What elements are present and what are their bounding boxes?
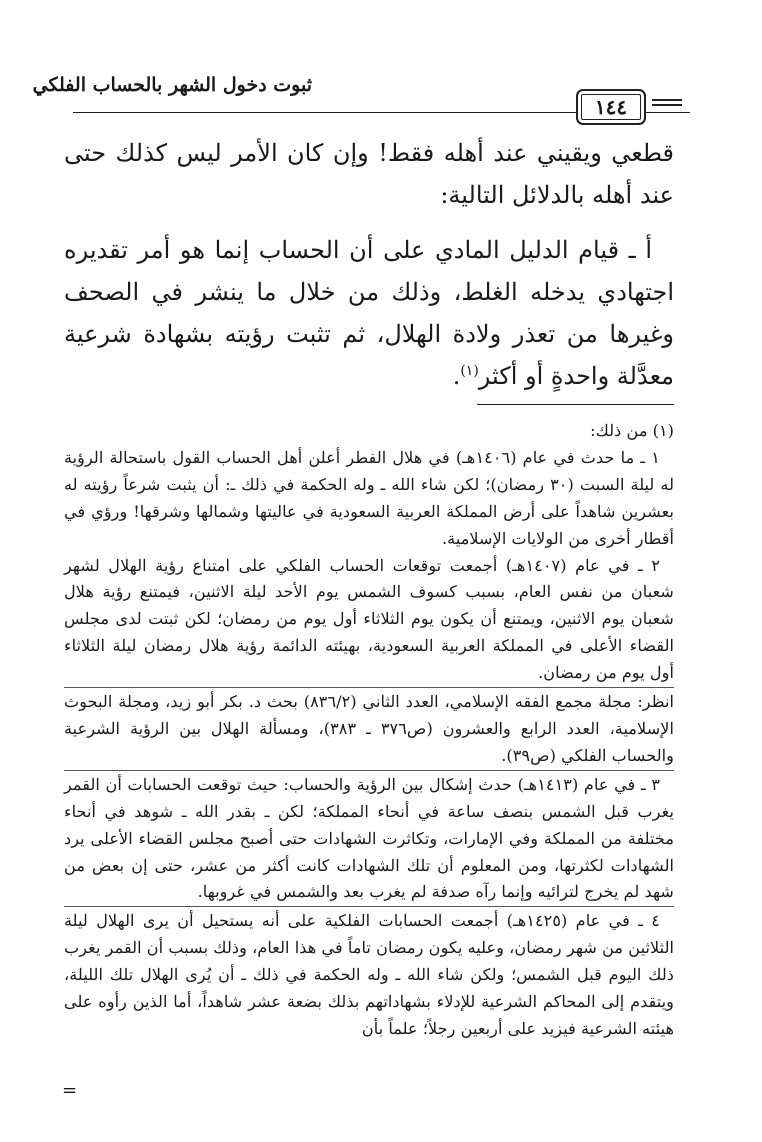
paragraph-text: أ ـ قيام الدليل المادي على أن الحساب إنما هو أمر تقديره اجتهادي يدخله الغلط، وذلك من خلال ما ينشر في الصحف وغيرها من تعذر ولادة الهلال، ثم تثبت رؤيته بشهادة شرعية معدَّلة واحدةٍ أو أكثر [64, 236, 674, 390]
footnote-item: ٣ ـ في عام (١٤١٣هـ) حدث إشكال بين الرؤية والحساب: حيث توقعت الحسابات أن القمر يغرب قبل الشمس بنصف ساعة في أنحاء المملكة؛ لكن ـ بقدر الله ـ شوهد في أنحاء مختلفة من المملكة وفي الإمارات، وتكاثرت الشهادات حتى أصبح مجلس القضاء الأعلى يرد الشهادات لكثرتها، ومن المعلوم أن تلك الشهادات كانت أكثر من عشر، حتى إن بعض من شهد لم يخرج لترائيه وإنما رآه صدفة لم يغرب بعد والشمس في غروبها. [64, 770, 674, 907]
running-header-title: ثبوت دخول الشهر بالحساب الفلكي [32, 74, 312, 96]
footnote-item: ٤ ـ في عام (١٤٢٥هـ) أجمعت الحسابات الفلكية على أنه يستحيل أن يرى الهلال ليلة الثلاثين من شهر رمضان، وعليه يكون رمضان تاماً في هذا العام، وذلك بسبب أن القمر يغرب ذلك اليوم قبل الشمس؛ ولكن شاء الله ـ وله الحكمة في ذلك ـ أن يُرى الهلال تلك الليلة، ويتقدم إلى المحاكم الشرعية للإدلاء بشهاداتهم بذلك بضعة عشر شاهداً، أما الذين رأوه على هيئته الشرعية فيزيد على أربعين رجلاً؛ علماً بأن [64, 906, 674, 1043]
main-text [64, 132, 674, 397]
footnote-item: ١ ـ ما حدث في عام (١٤٠٦هـ) في هلال الفطر أعلن أهل الحساب القول باستحالة الرؤية له ليلة السبت (٣٠ رمضان)؛ لكن شاء الله ـ وله الحكمة في ذلك ـ: أن يثبت شرعاً رؤيته له بعشرين شاهداً على أرض المملكة العربية السعودية في عاليتها وشمالها وشرقها! ورؤي في أقطار أخرى من الولايات الإسلامية. [64, 447, 674, 548]
paragraph: قطعي ويقيني عند أهله فقط! وإن كان الأمر ليس كذلك حتى عند أهله بالدلائل التالية: [64, 139, 674, 209]
paragraph [64, 229, 674, 397]
footnote-reference: (١) [460, 363, 479, 379]
page-number-rule-top [652, 99, 682, 101]
footnote-item: ٢ ـ في عام (١٤٠٧هـ) أجمعت توقعات الحساب الفلكي على امتناع رؤية الهلال لشهر شعبان من نفس العام، بسبب كسوف الشمس يوم الأحد ليلة الاثنين، فيمتنع رؤية هلال شعبان يوم الاثنين، ويمتنع أن يكون يوم الثلاثاء أول يوم من رمضان؛ لكن ثبتت لدى مجلس القضاء الأعلى في المملكة العربية السعودية، بهيئته الدائمة رؤية هلال رمضان ليلة الثلاثاء أول يوم من رمضان. [64, 555, 674, 683]
footnote-separator [477, 404, 674, 405]
continuation-mark: = [62, 1080, 78, 1101]
footnote-intro: (١) من ذلك: [590, 421, 674, 440]
page-number: ١٤٤ [576, 89, 646, 125]
footnotes [64, 418, 674, 1043]
page-number-rule-bottom [652, 104, 682, 106]
paragraph-end: . [452, 362, 461, 390]
footnote-reference-note: انظر: مجلة مجمع الفقه الإسلامي، العدد الثاني (٨٣٦/٢) بحث د. بكر أبو زيد، ومجلة البحوث الإسلامية، العدد الرابع والعشرون (ص٣٧٦ ـ ٣٨٣)، ومسألة الهلال بين الرؤية الشرعية والحساب الفلكي (ص٣٩). [64, 687, 674, 770]
